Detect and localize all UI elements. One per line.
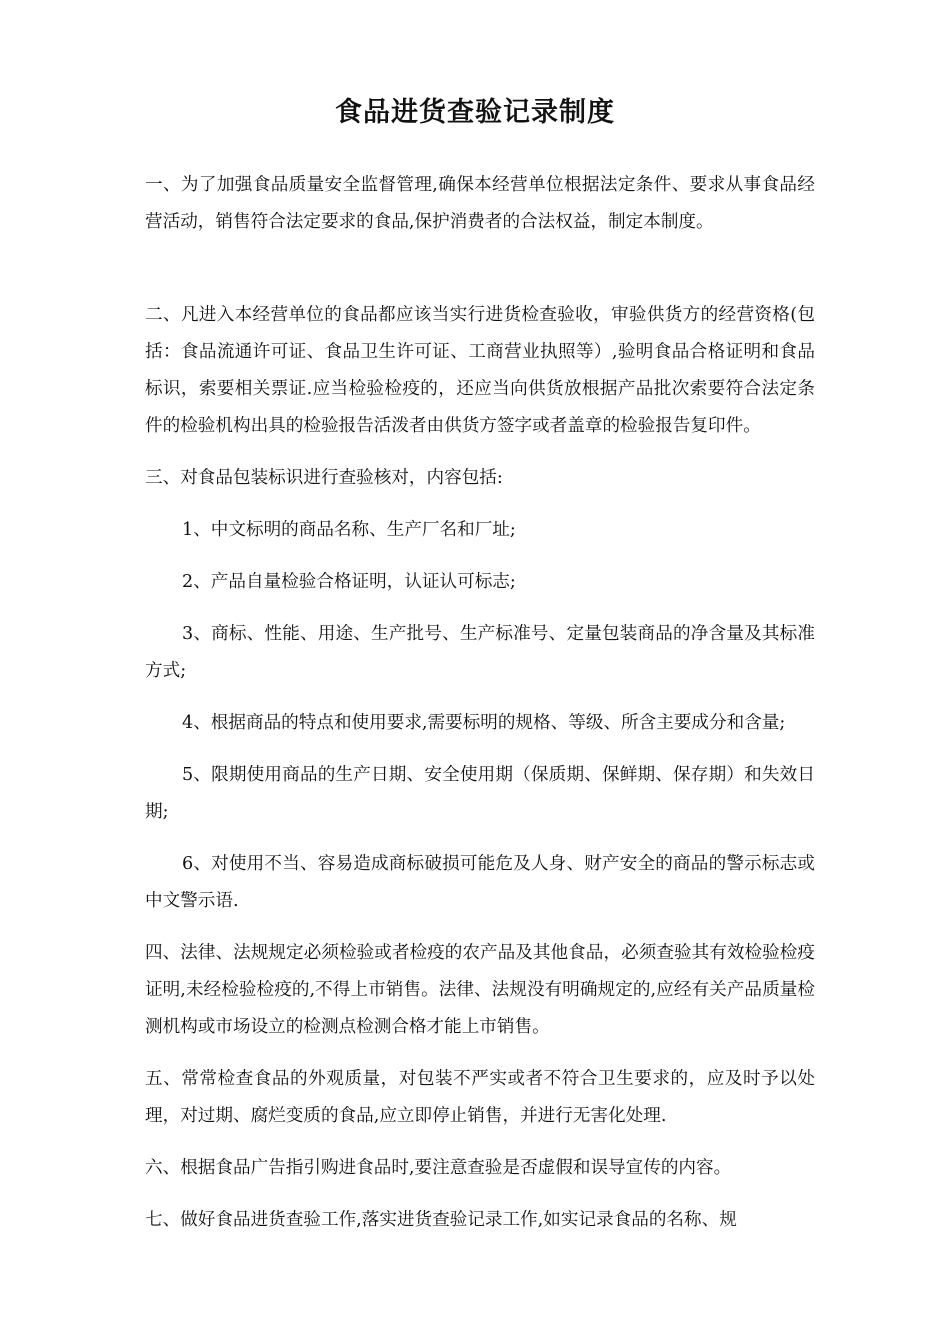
list-item-2: 2、产品自量检验合格证明，认证认可标志; xyxy=(182,572,516,592)
document-title: 食品进货查验记录制度 xyxy=(335,97,615,128)
list-item-1: 1、中文标明的商品名称、生产厂名和厂址; xyxy=(182,520,516,540)
paragraph-2: 二、凡进入本经营单位的食品都应该当实行进货检查验收，审验供货方的经营资格(包括：食品流通许可证、食品卫生许可证、工商营业执照等）,验明食品合格证明和食品标识，索要相关票证.应当检验检疫的，还应当向供货放根据产品批次索要符合法定条件的检验机构出具的检验报告活泼者由供货方签字或者盖章的检验报告复印件。 xyxy=(145,305,815,436)
paragraph-6: 六、根据食品广告指引购进食品时,要注意查验是否虚假和误导宣传的内容。 xyxy=(145,1158,732,1178)
document-body xyxy=(145,167,815,1239)
paragraph-7: 七、做好食品进货查验工作,落实进货查验记录工作,如实记录食品的名称、规 xyxy=(145,1210,737,1230)
list-item-6: 6、对使用不当、容易造成商标破损可能危及人身、财产安全的商品的警示标志或中文警示语. xyxy=(145,854,815,911)
list-item-3: 3、商标、性能、用途、生产批号、生产标准号、定量包装商品的净含量及其标准方式; xyxy=(145,624,815,681)
paragraph-4: 四、法律、法规规定必须检验或者检疫的农产品及其他食品，必须查验其有效检验检疫证明,未经检验检疫的,不得上市销售。法律、法规没有明确规定的,应经有关产品质量检测机构或市场设立的检测点检测合格才能上市销售。 xyxy=(145,943,815,1037)
paragraph-1: 一、为了加强食品质量安全监督管理,确保本经营单位根据法定条件、要求从事食品经营活动，销售符合法定要求的食品,保护消费者的合法权益，制定本制度。 xyxy=(145,175,815,232)
list-item-4: 4、根据商品的特点和使用要求,需要标明的规格、等级、所含主要成分和含量; xyxy=(182,713,786,733)
list-item-5: 5、限期使用商品的生产日期、安全使用期（保质期、保鲜期、保存期）和失效日期; xyxy=(145,765,815,822)
paragraph-5: 五、常常检查食品的外观质量，对包装不严实或者不符合卫生要求的，应及时予以处理，对过期、腐烂变质的食品,应立即停止销售，并进行无害化处理. xyxy=(145,1069,815,1126)
paragraph-3: 三、对食品包装标识进行查验核对，内容包括: xyxy=(145,468,503,488)
